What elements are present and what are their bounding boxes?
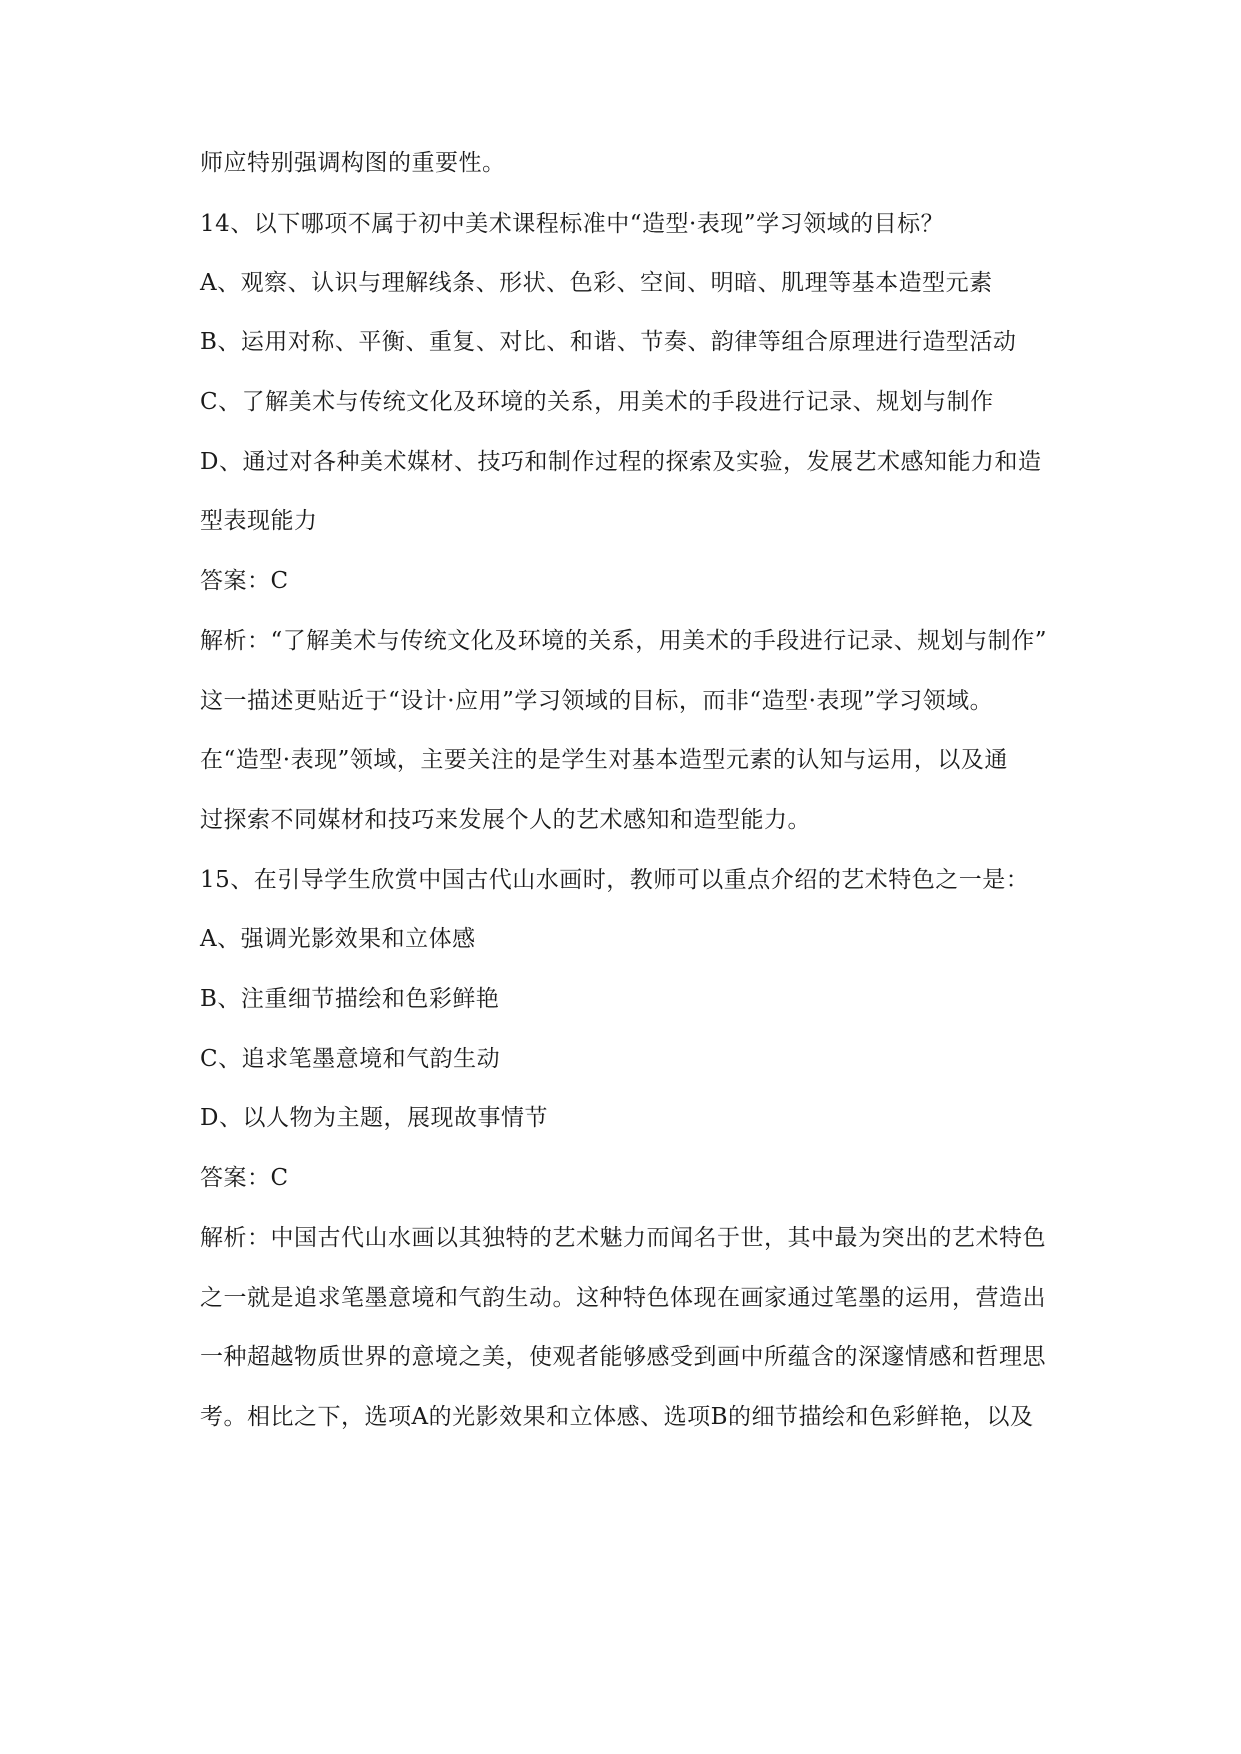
q14-option-b: B、运用对称、平衡、重复、对比、和谐、节奏、韵律等组合原理进行造型活动 (200, 329, 1017, 355)
q15-explanation-line-2: 之一就是追求笔墨意境和气韵生动。这种特色体现在画家通过笔墨的运用，营造出 (200, 1285, 1046, 1311)
q14-explanation-line-2: 这一描述更贴近于“设计·应用”学习领域的目标，而非“造型·表现”学习领域。 (200, 688, 994, 714)
q14-explanation-line-3: 在“造型·表现”领域，主要关注的是学生对基本造型元素的认知与运用，以及通 (200, 747, 1008, 773)
q15-option-b: B、注重细节描绘和色彩鲜艳 (200, 986, 500, 1012)
q15-option-c: C、追求笔墨意境和气韵生动 (200, 1046, 501, 1072)
text-line-continuation: 师应特别强调构图的重要性。 (200, 150, 506, 176)
q15-explanation-line-3: 一种超越物质世界的意境之美，使观者能够感受到画中所蕴含的深邃情感和哲理思 (200, 1344, 1046, 1370)
q14-answer: 答案：C (200, 568, 289, 594)
q14-explanation-line-1: 解析：“了解美术与传统文化及环境的关系，用美术的手段进行记录、规划与制作” (200, 628, 1048, 654)
q14-option-c: C、了解美术与传统文化及环境的关系，用美术的手段进行记录、规划与制作 (200, 389, 994, 415)
q15-explanation-line-4: 考。相比之下，选项A的光影效果和立体感、选项B的细节描绘和色彩鲜艳，以及 (200, 1404, 1034, 1430)
q14-option-d: D、通过对各种美术媒材、技巧和制作过程的探索及实验，发展艺术感知能力和造 (200, 449, 1042, 475)
question-14: 14、以下哪项不属于初中美术课程标准中“造型·表现”学习领域的目标？ (200, 211, 945, 237)
q14-option-a: A、观察、认识与理解线条、形状、色彩、空间、明暗、肌理等基本造型元素 (200, 270, 993, 296)
q15-option-a: A、强调光影效果和立体感 (200, 926, 476, 952)
q15-explanation-line-1: 解析：中国古代山水画以其独特的艺术魅力而闻名于世，其中最为突出的艺术特色 (200, 1225, 1046, 1251)
question-15: 15、在引导学生欣赏中国古代山水画时，教师可以重点介绍的艺术特色之一是： (200, 867, 1030, 893)
q14-explanation-line-4: 过探索不同媒材和技巧来发展个人的艺术感知和造型能力。 (200, 807, 811, 833)
q15-option-d: D、以人物为主题，展现故事情节 (200, 1105, 548, 1131)
q14-option-d-continued: 型表现能力 (200, 508, 318, 534)
q15-answer: 答案：C (200, 1165, 289, 1191)
